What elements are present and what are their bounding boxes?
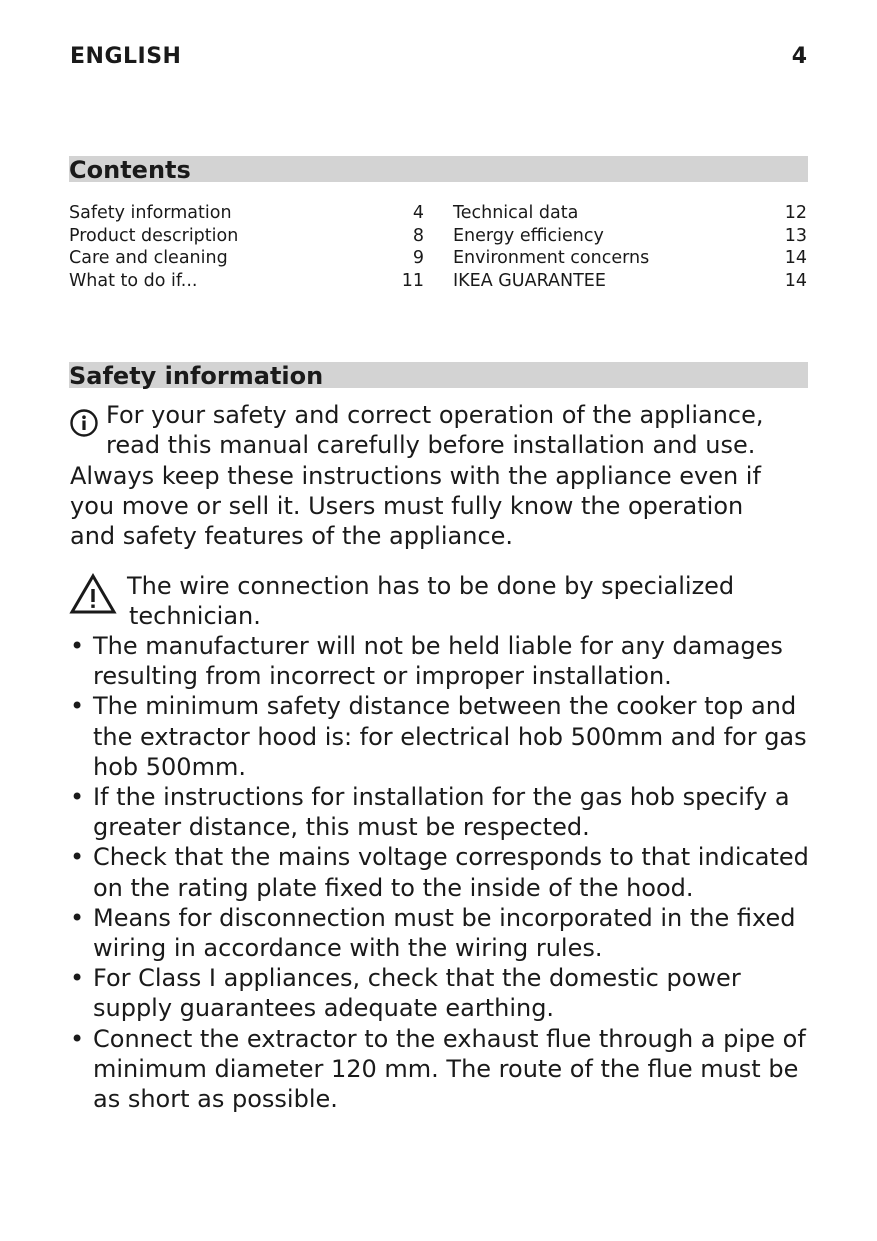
bullet-text: The manufacturer will not be held liable for any damages resulting from incorrect or improper installation. bbox=[93, 632, 783, 691]
bullet-text: Check that the mains voltage corresponds to that indicated on the rating plate fixed to the inside of the hood. bbox=[93, 843, 809, 902]
toc-entry-label: What to do if... bbox=[69, 270, 198, 291]
warning-text-line: technician. bbox=[129, 602, 261, 630]
safety-bullet-list bbox=[70, 631, 810, 1114]
toc-entry-page: 13 bbox=[784, 225, 807, 246]
list-item: • Means for disconnection must be incorporated in the fixed wiring in accordance with the wiring rules. bbox=[70, 903, 796, 963]
toc-entry-label: IKEA GUARANTEE bbox=[453, 270, 606, 291]
bullet-text: If the instructions for installation for the gas hob specify a greater distance, this must be respected. bbox=[93, 783, 790, 842]
toc-entry-page: 9 bbox=[412, 248, 424, 268]
list-item: • Check that the mains voltage corresponds to that indicated on the rating plate fixed to the inside of the hood. bbox=[70, 843, 809, 902]
toc-left-column bbox=[69, 202, 424, 292]
safety-information-heading: Safety information bbox=[69, 362, 808, 388]
toc-entry-label: Environment concerns bbox=[453, 248, 650, 268]
toc-entry-page: 14 bbox=[784, 270, 807, 291]
toc-entry[interactable] bbox=[69, 202, 424, 225]
list-item: • Connect the extractor to the exhaust flue through a pipe of minimum diameter 120 mm. The route of the flue must be as short as possible. bbox=[70, 1024, 806, 1114]
toc-entry[interactable] bbox=[69, 225, 424, 248]
toc-entry-page: 8 bbox=[412, 225, 424, 246]
info-text-line: you move or sell it. Users must fully know the operation bbox=[70, 492, 744, 520]
info-text-line: For your safety and correct operation of the appliance, bbox=[106, 401, 764, 429]
warning-text-line: The wire connection has to be done by specialized bbox=[127, 572, 735, 600]
toc-entry-label: Energy efficiency bbox=[453, 225, 604, 246]
toc-entry[interactable] bbox=[69, 270, 424, 293]
info-text-line: and safety features of the appliance. bbox=[70, 522, 514, 550]
toc-entry[interactable] bbox=[453, 202, 807, 225]
toc-entry-page: 4 bbox=[412, 203, 424, 223]
toc-entry-page: 11 bbox=[401, 270, 424, 291]
toc-entry-label: Care and cleaning bbox=[69, 248, 228, 268]
toc-entry-page: 14 bbox=[784, 248, 807, 268]
toc-right-column bbox=[453, 202, 807, 292]
info-text-line: Always keep these instructions with the appliance even if bbox=[70, 462, 761, 490]
toc-entry[interactable] bbox=[453, 270, 807, 293]
toc-entry-label: Safety information bbox=[69, 203, 232, 223]
page-number: 4 bbox=[791, 44, 807, 69]
list-item: • The minimum safety distance between the cooker top and the extractor hood is: for electrical hob 500mm and for gas hob 500mm. bbox=[70, 692, 807, 781]
bullet-text: Connect the extractor to the exhaust flue through a pipe of minimum diameter 120 mm. The route of the flue must be as short as possible. bbox=[93, 1024, 806, 1114]
page-language-header: ENGLISH bbox=[70, 44, 182, 69]
info-icon bbox=[70, 409, 98, 437]
toc-entry[interactable] bbox=[69, 247, 424, 270]
list-item: • If the instructions for installation for the gas hob specify a greater distance, this must be respected. bbox=[70, 783, 790, 842]
toc-entry-label: Product description bbox=[69, 225, 239, 246]
warning-icon bbox=[69, 573, 117, 615]
toc-entry-label: Technical data bbox=[453, 203, 579, 223]
list-item: • For Class I appliances, check that the domestic power supply guarantees adequate earthing. bbox=[70, 964, 741, 1023]
info-text-line: read this manual carefully before installation and use. bbox=[106, 431, 756, 459]
bullet-text: The minimum safety distance between the cooker top and the extractor hood is: for electrical hob 500mm and for gas hob 500mm. bbox=[93, 692, 807, 781]
list-item: • The manufacturer will not be held liable for any damages resulting from incorrect or improper installation. bbox=[70, 632, 783, 691]
bullet-text: For Class I appliances, check that the domestic power supply guarantees adequate earthing. bbox=[93, 964, 741, 1023]
toc-entry-page: 12 bbox=[784, 203, 807, 223]
toc-entry[interactable] bbox=[453, 225, 807, 248]
bullet-text: Means for disconnection must be incorporated in the fixed wiring in accordance with the wiring rules. bbox=[93, 903, 796, 963]
contents-heading: Contents bbox=[69, 156, 808, 182]
toc-entry[interactable] bbox=[453, 247, 807, 270]
